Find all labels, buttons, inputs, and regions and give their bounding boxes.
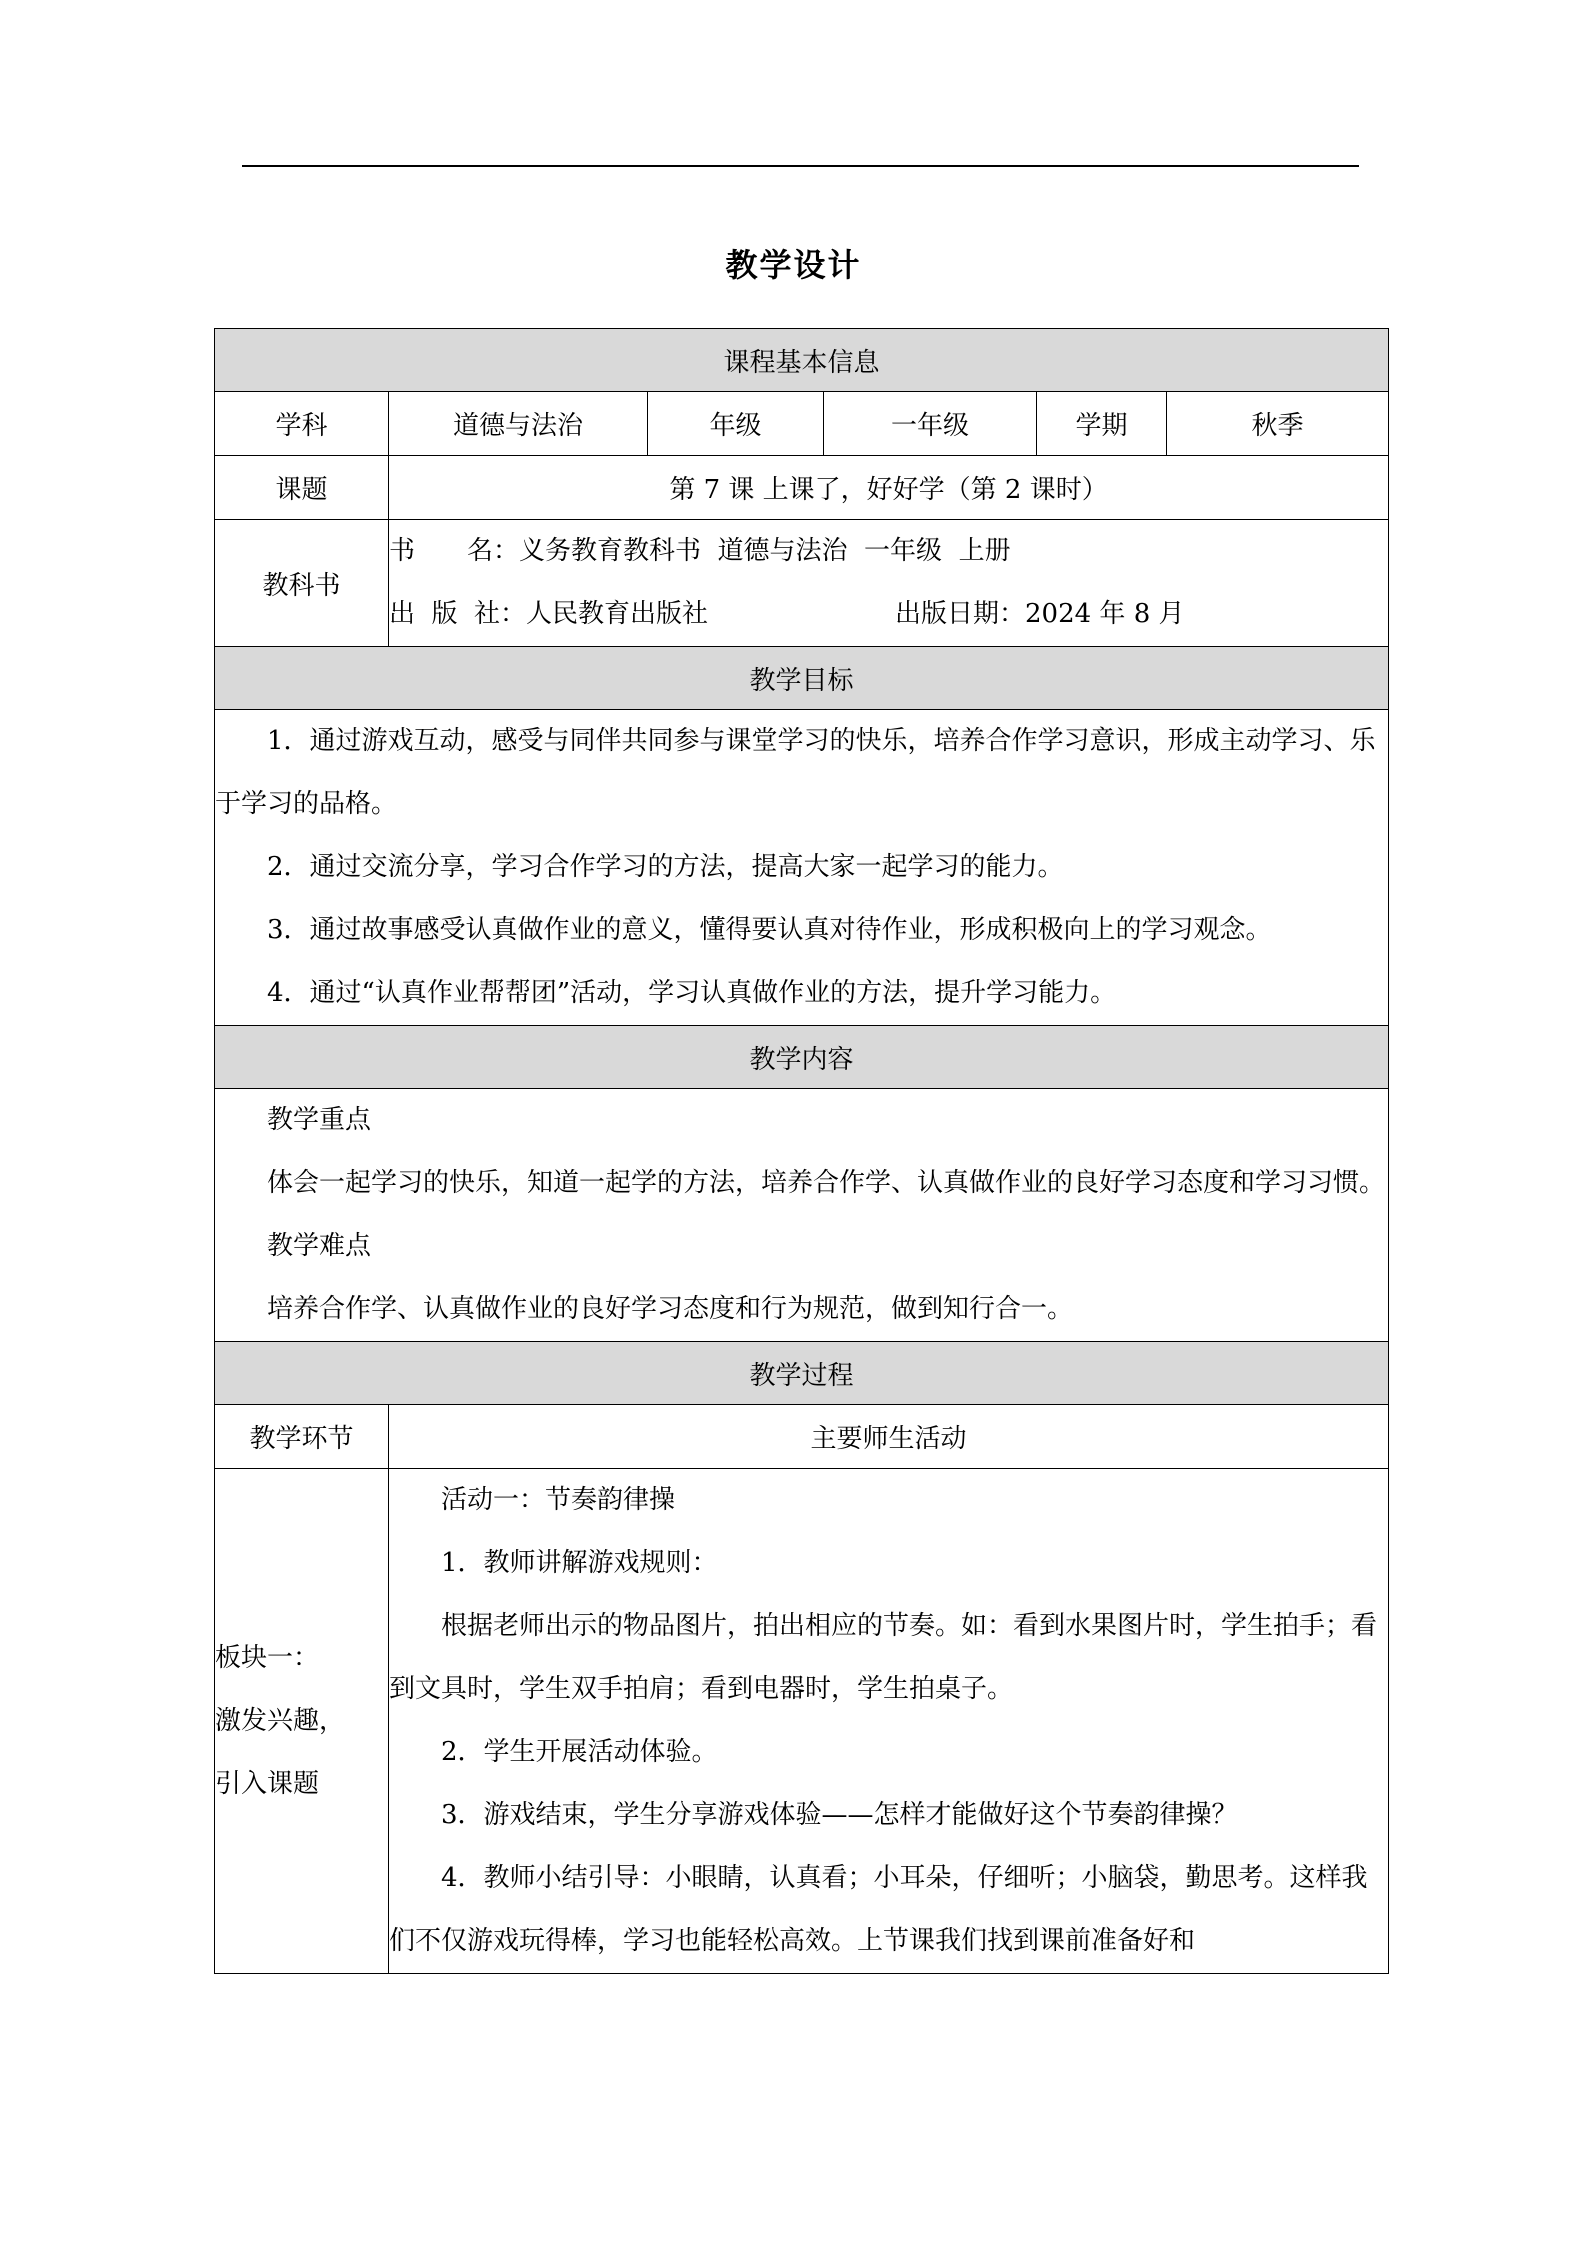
section-basic-info: 课程基本信息 — [215, 329, 1389, 392]
book-name-line: 书 名：义务教育教科书 道德与法治 一年级 上册 — [389, 536, 1011, 566]
publisher-line: 出 版 社：人民教育出版社 — [389, 599, 709, 629]
term-value: 秋季 — [1167, 392, 1389, 456]
textbook-info — [389, 520, 1389, 647]
stage-label-line: 激发兴趣， — [215, 1705, 346, 1736]
stage-column-header: 教学环节 — [215, 1405, 389, 1469]
subject-label: 学科 — [215, 392, 389, 456]
term-label: 学期 — [1037, 392, 1167, 456]
activity-paragraph: 活动一：节奏韵律操 — [441, 1485, 676, 1515]
publish-date-line: 出版日期：2024 年 8 月 — [895, 599, 1185, 629]
objective-item: 2．通过交流分享，学习合作学习的方法，提高大家一起学习的能力。 — [267, 852, 1064, 882]
lesson-design-table — [214, 328, 1389, 1974]
objectives-body — [215, 710, 1389, 1026]
section-process: 教学过程 — [215, 1342, 1389, 1405]
key-point-label: 教学重点 — [267, 1105, 372, 1135]
textbook-label: 教科书 — [215, 520, 389, 647]
activity-paragraph: 2．学生开展活动体验。 — [441, 1737, 718, 1767]
grade-label: 年级 — [648, 392, 824, 456]
section-content: 教学内容 — [215, 1026, 1389, 1089]
objective-item: 1．通过游戏互动，感受与同伴共同参与课堂学习的快乐，培养合作学习意识，形成主动学习、乐于学习的品格。 — [215, 726, 1376, 819]
activity-paragraph: 4．教师小结引导：小眼睛，认真看；小耳朵，仔细听；小脑袋，勤思考。这样我们不仅游戏玩得棒，学习也能轻松高效。上节课我们找到课前准备好和 — [389, 1863, 1368, 1956]
objective-item: 3．通过故事感受认真做作业的意义，懂得要认真对待作业，形成积极向上的学习观念。 — [267, 915, 1272, 945]
grade-value: 一年级 — [824, 392, 1037, 456]
stage-label-line: 板块一： — [215, 1642, 320, 1673]
subject-value: 道德与法治 — [389, 392, 648, 456]
difficulty-label: 教学难点 — [267, 1231, 372, 1261]
section-objectives: 教学目标 — [215, 647, 1389, 710]
content-body — [215, 1089, 1389, 1342]
stage-label-line: 引入课题 — [215, 1768, 320, 1799]
activity-paragraph: 根据老师出示的物品图片，拍出相应的节奏。如：看到水果图片时，学生拍手；看到文具时，学生双手拍肩；看到电器时，学生拍桌子。 — [389, 1611, 1378, 1704]
activity-paragraph: 1．教师讲解游戏规则： — [441, 1548, 718, 1578]
publisher-row — [389, 583, 1388, 646]
stage-1-activities — [389, 1469, 1389, 1974]
difficulty-text: 培养合作学、认真做作业的良好学习态度和行为规范，做到知行合一。 — [267, 1294, 1074, 1324]
objective-item: 4．通过“认真作业帮帮团”活动，学习认真做作业的方法，提升学习能力。 — [267, 978, 1117, 1008]
topic-label: 课题 — [215, 456, 389, 520]
activity-column-header: 主要师生活动 — [389, 1405, 1389, 1469]
stage-1-label — [215, 1469, 389, 1974]
document-title: 教学设计 — [725, 246, 862, 284]
activity-paragraph: 3．游戏结束，学生分享游戏体验——怎样才能做好这个节奏韵律操？ — [441, 1800, 1238, 1830]
topic-value: 第 7 课 上课了，好好学（第 2 课时） — [389, 456, 1389, 520]
key-point-text: 体会一起学习的快乐，知道一起学的方法，培养合作学、认真做作业的良好学习态度和学习习惯。 — [267, 1168, 1386, 1198]
header-rule — [242, 165, 1359, 167]
